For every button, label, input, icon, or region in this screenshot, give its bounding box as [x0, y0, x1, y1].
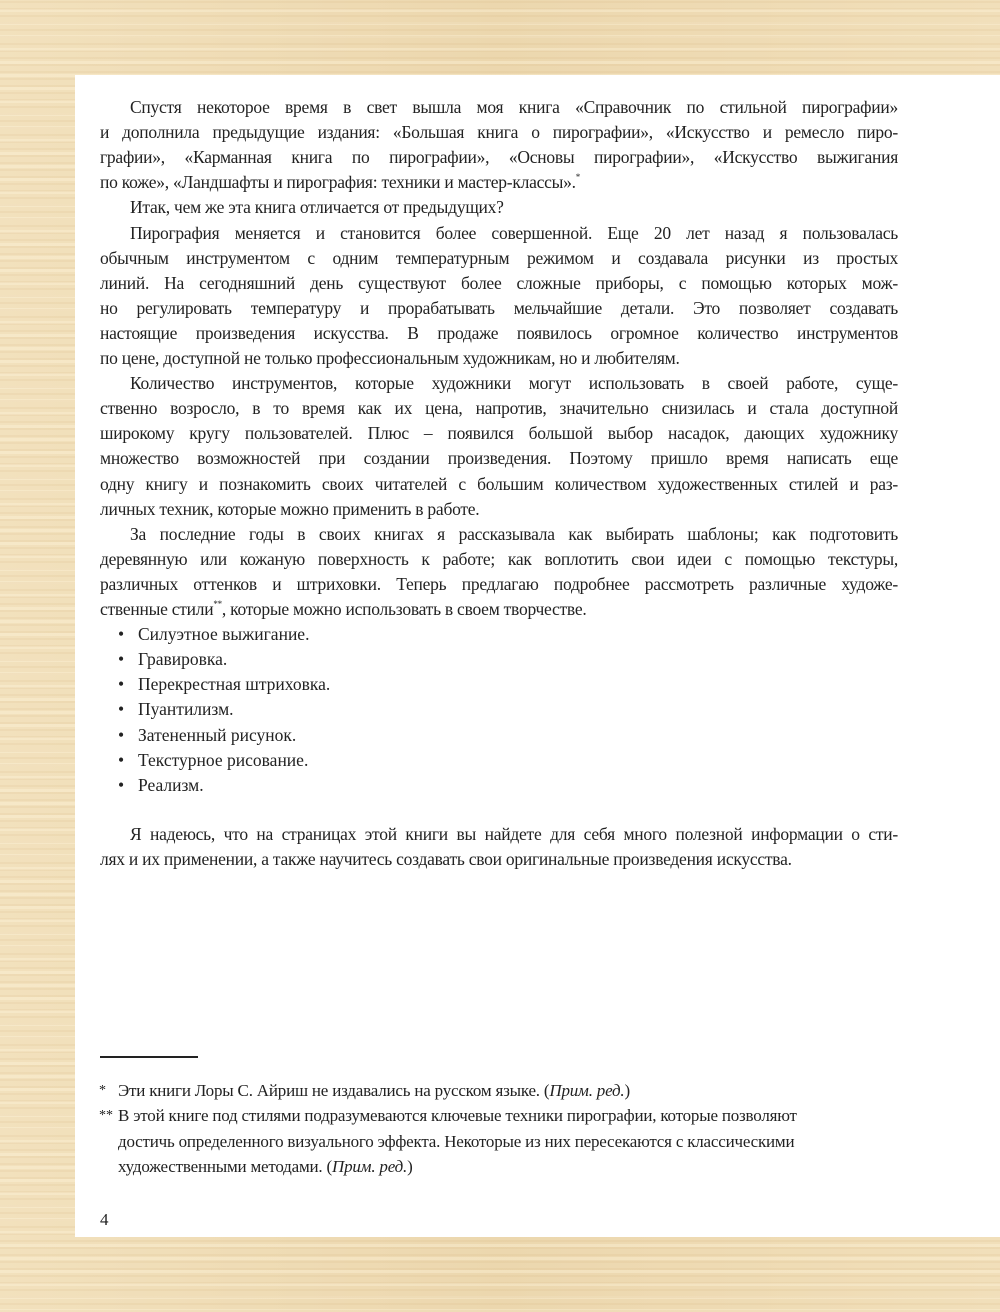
bullet-icon: • — [118, 624, 125, 645]
text-line — [100, 498, 898, 520]
text-line — [130, 222, 898, 244]
text-line — [100, 297, 898, 319]
list-item: Пуантилизм. — [138, 699, 234, 720]
line-text: множество возможностей при создании произведения. Поэтому пришло время написать еще — [100, 448, 898, 469]
list-item: Перекрестная штриховка. — [138, 674, 331, 695]
line-text: Спустя некоторое время в свет вышла моя книга «Справочник по стильной пирографии» — [130, 97, 898, 117]
text-line — [100, 422, 898, 444]
text-line — [130, 196, 898, 218]
text-line — [100, 573, 898, 595]
footnote-ref: * — [575, 172, 581, 183]
line-text: Пирография меняется и становится более совершенной. Еще 20 лет назад я пользовалась — [130, 222, 898, 243]
line-text: достичь определенного визуального эффекта. Некоторые из них пересекаются с классическими — [118, 1131, 795, 1151]
line-text: но регулировать температуру и прорабатывать мельчайшие детали. Это позволяет создавать — [100, 297, 898, 318]
line-text: по коже», «Ландшафты и пирография: техники и мастер-классы». — [100, 172, 576, 193]
line-text: За последние годы в своих книгах я рассказывала как выбирать шаблоны; как подготовить — [130, 523, 898, 544]
line-text: ственно возросло, в то время как их цена, напротив, значительно снизилась и стала доступной — [100, 398, 898, 419]
footnote-line — [118, 1080, 630, 1102]
bullet-icon: • — [118, 699, 125, 720]
editor-note: Прим. ред. — [549, 1081, 625, 1100]
footnote-divider — [100, 1056, 198, 1058]
line-text: настоящие произведения искусства. В продаже появилось огромное количество инструментов — [100, 322, 898, 343]
line-text: Эти книги Лоры С. Айриш не издавались на русском языке. ( — [118, 1081, 550, 1100]
line-text: Я надеюсь, что на страницах этой книги вы найдете для себя много полезной информации о сти- — [130, 824, 898, 844]
line-text: обычным инструментом с одним температурным режимом и создавала рисунки из простых — [100, 247, 898, 268]
line-text: ственные стили — [100, 599, 214, 619]
line-text: деревянную или кожаную поверхность к работе; как воплотить свои идеи с помощью текстуры, — [100, 548, 898, 569]
line-text: одну книгу и познакомить своих читателей с большим количеством художественных стилей и раз- — [100, 473, 898, 494]
text-line — [100, 848, 898, 870]
footnote-marker: * — [99, 1083, 106, 1098]
list-item: Гравировка. — [138, 649, 228, 670]
text-line — [100, 171, 898, 193]
footnote-ref: ** — [213, 599, 222, 609]
line-text: Количество инструментов, которые художники могут использовать в своей работе, суще- — [130, 373, 898, 394]
bullet-icon: • — [118, 774, 125, 795]
bullet-icon: • — [118, 724, 125, 745]
editor-note: Прим. ред. — [332, 1156, 408, 1176]
bullet-icon: • — [118, 674, 125, 695]
list-item: Текстурное рисование. — [138, 749, 309, 770]
footnote-line — [118, 1156, 413, 1178]
line-text: графии», «Карманная книга по пирографии», «Основы пирографии», «Искусство выжигания — [100, 147, 898, 168]
line-text: личных техник, которые можно применить в работе. — [100, 498, 480, 519]
text-line — [100, 322, 898, 344]
text-line — [100, 473, 898, 495]
footnote-line — [118, 1131, 794, 1153]
line-text: лях и их применении, а также научитесь создавать свои оригинальные произведения искусства. — [100, 849, 792, 870]
text-line — [100, 447, 898, 469]
text-line — [100, 272, 898, 294]
line-text: и дополнила предыдущие издания: «Большая книга о пирографии», «Искусство и ремесло пиро- — [100, 122, 898, 143]
text-line — [100, 146, 898, 168]
page-number: 4 — [100, 1210, 109, 1229]
text-line — [100, 121, 898, 143]
line-text-after: , которые можно использовать в своем творчестве. — [221, 599, 587, 619]
text-line — [100, 247, 898, 269]
line-text: художественными методами. ( — [118, 1156, 332, 1176]
line-text: Итак, чем же эта книга отличается от предыдущих? — [130, 197, 504, 218]
text-line — [130, 372, 898, 394]
list-item: Силуэтное выжигание. — [138, 624, 310, 645]
list-item: Реализм. — [138, 774, 204, 795]
text-line — [100, 598, 898, 620]
text-line — [130, 96, 898, 118]
bullet-icon: • — [118, 749, 125, 770]
line-text: В этой книге под стилями подразумеваются ключевые техники пирографии, которые позволяют — [118, 1106, 797, 1126]
line-text: по цене, доступной не только профессиональным художникам, но и любителям. — [100, 348, 680, 368]
line-text: линий. На сегодняшний день существуют более сложные приборы, с помощью которых мож- — [100, 272, 898, 293]
footnote-marker: ** — [99, 1108, 113, 1124]
text-line — [130, 823, 898, 845]
line-text: широкому кругу пользователей. Плюс – появился большой выбор насадок, дающих художнику — [100, 423, 898, 444]
text-line — [100, 397, 898, 419]
list-item: Затененный рисунок. — [138, 724, 297, 745]
line-text: различных оттенков и штриховки. Теперь предлагаю подробнее рассмотреть различные художе- — [100, 573, 898, 594]
text-line — [100, 347, 898, 369]
line-text-after: ) — [407, 1156, 413, 1176]
text-line — [130, 523, 898, 545]
bullet-icon: • — [118, 649, 125, 670]
footnote-line — [118, 1105, 797, 1127]
text-line — [100, 548, 898, 570]
line-text-after: ) — [624, 1081, 630, 1100]
